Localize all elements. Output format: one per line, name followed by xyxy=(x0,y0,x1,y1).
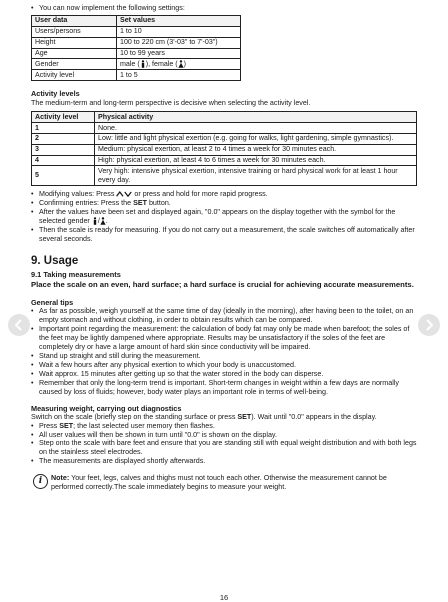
section-title: 9. Usage xyxy=(31,254,79,267)
table-cell xyxy=(117,59,241,70)
table-cell: None. xyxy=(95,123,417,134)
list-item: • Wait a few hours after any physical exertion to which your body is unaccustomed. xyxy=(31,361,420,370)
table-cell: Very high: intensive physical exertion, intensive training or hard physical work for at least 1 hour every day. xyxy=(95,166,417,186)
gender-male-text: male ( xyxy=(120,59,140,68)
up-down-arrows-icon xyxy=(116,191,132,197)
table-row xyxy=(32,133,417,144)
set-key-label: SET xyxy=(59,421,74,430)
activity-heading: Activity levels xyxy=(31,89,80,99)
table-cell: Activity level xyxy=(32,70,117,81)
table-header: Set values xyxy=(117,15,241,26)
page-number: 16 xyxy=(219,593,229,602)
table-row xyxy=(32,70,241,81)
list-item: • As far as possible, weigh yourself at the same time of day (ideally in the morning), after having been to the toilet, on an empty stomach and without clothing, in order to obtain results which can be compared. xyxy=(31,307,420,325)
table-row xyxy=(32,166,417,186)
intro-text: • You can now implement the following settings: xyxy=(31,4,420,13)
display-code: 0.0 xyxy=(207,208,218,217)
list-item: • Wait approx. 15 minutes after getting up so that the water stored in the body can disperse. xyxy=(31,370,420,379)
after-end-text: . xyxy=(105,216,108,225)
table-cell: 1 to 5 xyxy=(117,70,241,81)
note-label: Note: xyxy=(51,474,70,483)
after-pre-text: After the values have been set and displayed again, " xyxy=(39,208,208,217)
set-key-label: SET xyxy=(133,199,147,208)
list-item: • Remember that only the long-term trend is important. Short-term changes in weight within a few days are normally caused by loss of fluids; however, body water plays an important role in terms of well-being. xyxy=(31,379,420,397)
table-header: Physical activity xyxy=(95,112,417,123)
table-cell: 1 to 10 xyxy=(117,26,241,37)
set-key-label: SET xyxy=(237,412,252,421)
press-post-text: ; the last selected user memory then flashes. xyxy=(73,421,215,430)
table-cell: Low: little and light physical exertion (e.g. going for walks, light gardening, simple gymnastics). xyxy=(95,133,417,144)
table-row xyxy=(32,59,241,70)
measuring-intro-mid: ). Wait until " xyxy=(251,412,292,421)
table-cell: 5 xyxy=(32,166,95,186)
table-cell: Age xyxy=(32,48,117,59)
table-cell: Users/persons xyxy=(32,26,117,37)
table-cell: 100 to 220 cm (3'-03" to 7'-03") xyxy=(117,37,241,48)
settings-table xyxy=(31,15,241,81)
activity-table xyxy=(31,111,417,186)
table-row xyxy=(32,37,241,48)
subsection-title: 9.1 Taking measurements xyxy=(31,270,121,280)
measuring-intro xyxy=(31,413,420,422)
list-item: • Important point regarding the measurement: the calculation of body fat may only be made when barefoot; the soles of the feet may be lightly dampened where appropriate. Results may be unsatisfactory if the soles of the feet are completely dry or have a large amount of hard skin since conductivity will be impaired. xyxy=(31,325,420,352)
page-content xyxy=(31,0,420,492)
display-code: 0.0 xyxy=(291,412,302,421)
after-values-item: • After the values have been set and displayed again, "0.0" appears on the display together with the symbol for the selected gender / . xyxy=(31,208,420,226)
users-pre-text: All user values will then be shown in turn until " xyxy=(39,430,188,439)
after-post-text: " appears on the display together with the symbol for the selected gender xyxy=(39,208,396,225)
confirm-pre-text: Confirming entries: Press the xyxy=(39,199,132,208)
confirm-post-text: button. xyxy=(148,199,171,208)
table-cell: Medium: physical exertion, at least 2 to 4 times a week for 30 minutes each. xyxy=(95,144,417,155)
modify-post-text: or press and hold for more rapid progress. xyxy=(134,190,268,199)
ready-item: • Then the scale is ready for measuring. If you do not carry out a measurement, the scale switches off automatically after several seconds. xyxy=(31,226,420,244)
next-page-button[interactable] xyxy=(418,314,440,336)
male-icon xyxy=(92,217,98,225)
table-cell: Height xyxy=(32,37,117,48)
step-on-item: • Step onto the scale with bare feet and ensure that you are standing still with equal weight distribution and with both legs on the stainless steel electrodes. xyxy=(31,439,420,457)
confirm-item xyxy=(31,199,420,208)
table-cell: 1 xyxy=(32,123,95,134)
table-header: User data xyxy=(32,15,117,26)
table-cell: Gender xyxy=(32,59,117,70)
nav-left-arrow-icon xyxy=(8,314,30,336)
table-cell: 4 xyxy=(32,155,95,166)
activity-intro: The medium-term and long-term perspective is decisive when selecting the activity level. xyxy=(31,99,311,108)
general-tips-heading: General tips xyxy=(31,298,74,308)
table-cell: 2 xyxy=(32,133,95,144)
table-header: Activity level xyxy=(32,112,95,123)
user-values-item xyxy=(31,431,420,440)
measuring-intro-post: " appears in the display. xyxy=(301,412,377,421)
note-box xyxy=(31,474,420,492)
table-row xyxy=(32,15,241,26)
users-post-text: " is shown on the display. xyxy=(197,430,277,439)
nav-right-arrow-icon xyxy=(418,314,440,336)
table-cell: 3 xyxy=(32,144,95,155)
table-row xyxy=(32,48,241,59)
table-row xyxy=(32,123,417,134)
display-code: 0.0 xyxy=(187,430,198,439)
list-item: • Stand up straight and still during the measurement. xyxy=(31,352,420,361)
table-row xyxy=(32,144,417,155)
measuring-intro-pre: Switch on the scale (briefly step on the standing surface or press xyxy=(31,412,236,421)
table-cell: High: physical exertion, at least 4 to 6 times a week for 30 minutes each. xyxy=(95,155,417,166)
measuring-heading: Measuring weight, carrying out diagnostics xyxy=(31,403,182,413)
table-row xyxy=(32,26,241,37)
modify-pre-text: Modifying values: Press xyxy=(39,190,115,199)
lead-text: Place the scale on an even, hard surface; a hard surface is crucial for achieving accurate measurements. xyxy=(31,280,414,290)
table-cell: 10 to 99 years xyxy=(117,48,241,59)
info-icon: i xyxy=(33,474,48,489)
previous-page-button[interactable] xyxy=(8,314,30,336)
gender-female-text: ), female ( xyxy=(145,59,178,68)
displayed-item: • The measurements are displayed shortly afterwards. xyxy=(31,457,420,466)
table-row xyxy=(32,155,417,166)
gender-close-text: ) xyxy=(183,59,187,68)
press-set-item xyxy=(31,422,420,431)
modify-values-item xyxy=(31,190,420,199)
press-pre-text: Press xyxy=(39,421,58,430)
table-row xyxy=(32,112,417,123)
note-text: Your feet, legs, calves and thighs must not touch each other. Otherwise the measurement cannot be performed correctly.The scale immediately begins to measure your weight. xyxy=(51,474,387,492)
